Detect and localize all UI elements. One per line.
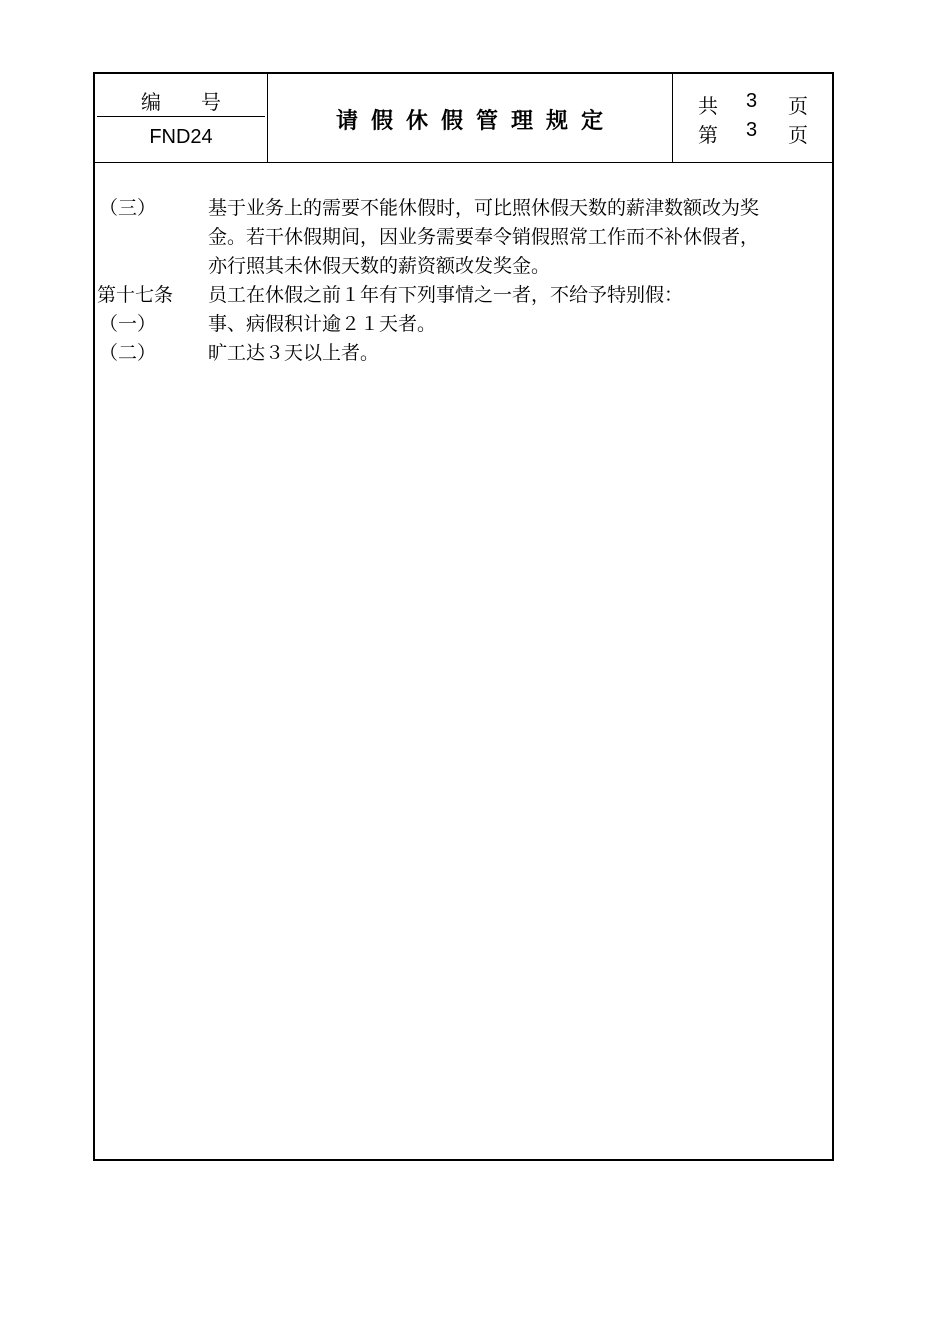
current-unit: 页 [788, 123, 808, 147]
document-body [95, 194, 832, 368]
current-page: 3 [746, 119, 758, 141]
clause-label: （一） [99, 313, 157, 335]
body-line [95, 194, 832, 223]
document-frame [93, 72, 834, 1161]
code-value: FND24 [149, 126, 213, 148]
clause-text: 事、病假积计逾２１天者。 [208, 313, 437, 335]
code-label: 编号 [141, 90, 261, 114]
clause-text: 旷工达３天以上者。 [208, 342, 380, 364]
article-text: 员工在休假之前１年有下列事情之一者，不给予特别假： [208, 284, 684, 306]
code-divider [97, 116, 265, 117]
clause-text: 金。若干休假期间，因业务需要奉令销假照常工作而不补休假者， [208, 226, 760, 248]
total-unit: 页 [788, 94, 808, 118]
document-title: 请假休假管理规定 [335, 109, 616, 134]
total-pages-row [698, 90, 818, 116]
total-pages: 3 [746, 90, 758, 112]
clause-label: （二） [99, 342, 157, 364]
article-label: 第十七条 [97, 284, 174, 306]
total-label: 共 [698, 94, 718, 118]
body-line [95, 310, 832, 339]
current-label: 第 [698, 123, 718, 147]
clause-text: 基于业务上的需要不能休假时，可比照休假天数的薪津数额改为奖 [208, 197, 760, 219]
code-cell [95, 74, 268, 162]
page-info-cell [672, 74, 832, 162]
body-line [95, 281, 832, 310]
body-line [95, 339, 832, 368]
document-header [95, 74, 832, 163]
current-page-row [698, 119, 818, 145]
title-cell [267, 74, 673, 162]
clause-label: （三） [99, 197, 157, 219]
clause-text: 亦行照其未休假天数的薪资额改发奖金。 [208, 255, 551, 277]
body-line [95, 223, 832, 252]
body-line [95, 252, 832, 281]
